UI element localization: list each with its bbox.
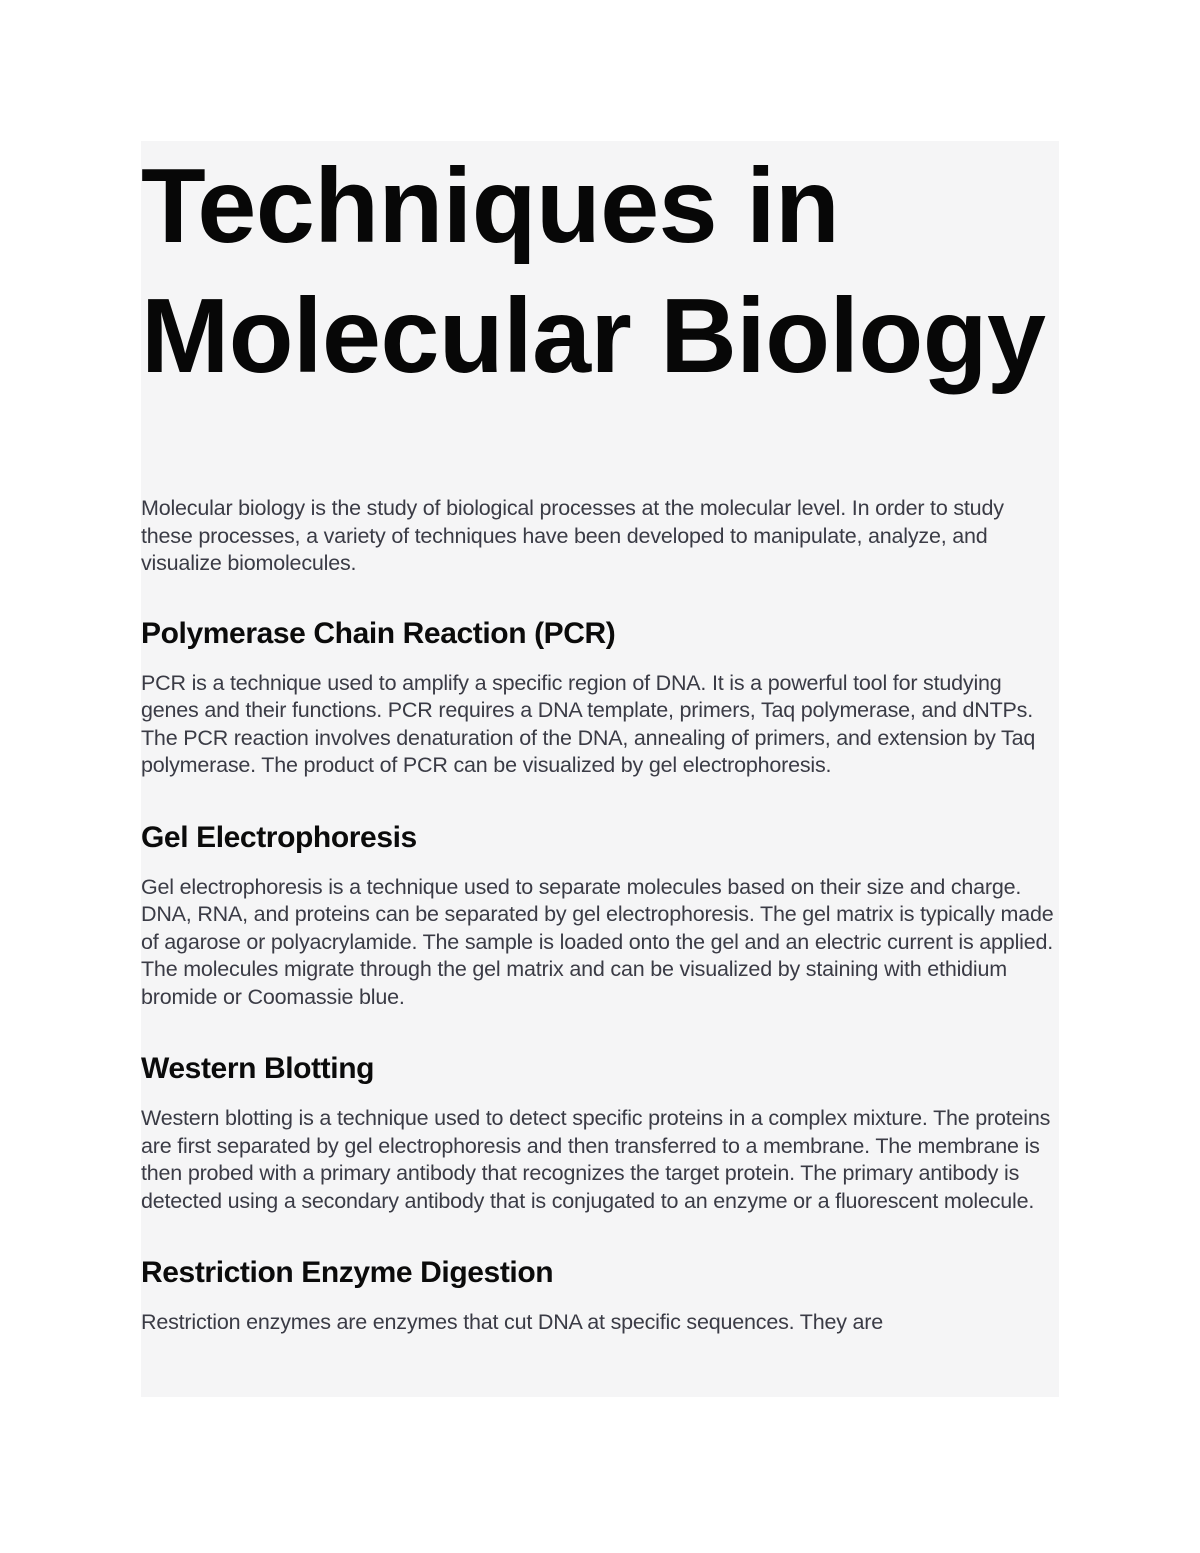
section-heading: Gel Electrophoresis (141, 820, 417, 854)
document-title (141, 141, 1059, 401)
document-page (141, 141, 1059, 1397)
title-line-1: Techniques in (141, 147, 840, 265)
section-paragraph: Restriction enzymes are enzymes that cut DNA at specific sequences. They are (141, 1310, 884, 1334)
intro-paragraph: Molecular biology is the study of biological processes at the molecular level. In order to study these processes, a variety of techniques have been developed to manipulate, analyze, and visualize biomolecules. (141, 496, 1004, 575)
section-paragraph: Gel electrophoresis is a technique used to separate molecules based on their size and charge. DNA, RNA, and proteins can be separated by gel electrophoresis. The gel matrix is typically made of agarose or polyacrylamide. The sample is loaded onto the gel and an electric current is applied. The molecules migrate through the gel matrix and can be visualized by staining with ethidium bromide or Coomassie blue. (141, 874, 1054, 1009)
section-restriction-enzyme-digestion (141, 1255, 1059, 1337)
section-paragraph: Western blotting is a technique used to detect specific proteins in a complex mixture. The proteins are first separated by gel electrophoresis and then transferred to a membrane. The membrane is then probed with a primary antibody that recognizes the target protein. The primary antibody is detected using a secondary antibody that is conjugated to an enzyme or a fluorescent molecule. (141, 1106, 1051, 1213)
section-heading: Western Blotting (141, 1052, 375, 1085)
section-paragraph: PCR is a technique used to amplify a specific region of DNA. It is a powerful tool for studying genes and their functions. PCR requires a DNA template, primers, Taq polymerase, and dNTPs. The PCR reaction involves denaturation of the DNA, annealing of primers, and extension by Taq polymerase. The product of PCR can be visualized by gel electrophoresis. (141, 670, 1036, 777)
section-heading: Restriction Enzyme Digestion (141, 1256, 554, 1289)
section-western-blotting (141, 1051, 1059, 1215)
document-body (141, 495, 1059, 1377)
section-heading: Polymerase Chain Reaction (PCR) (141, 616, 616, 650)
section-pcr (141, 616, 1059, 780)
section-gel-electrophoresis (141, 820, 1059, 1012)
title-line-2: Molecular Biology (141, 277, 1046, 395)
